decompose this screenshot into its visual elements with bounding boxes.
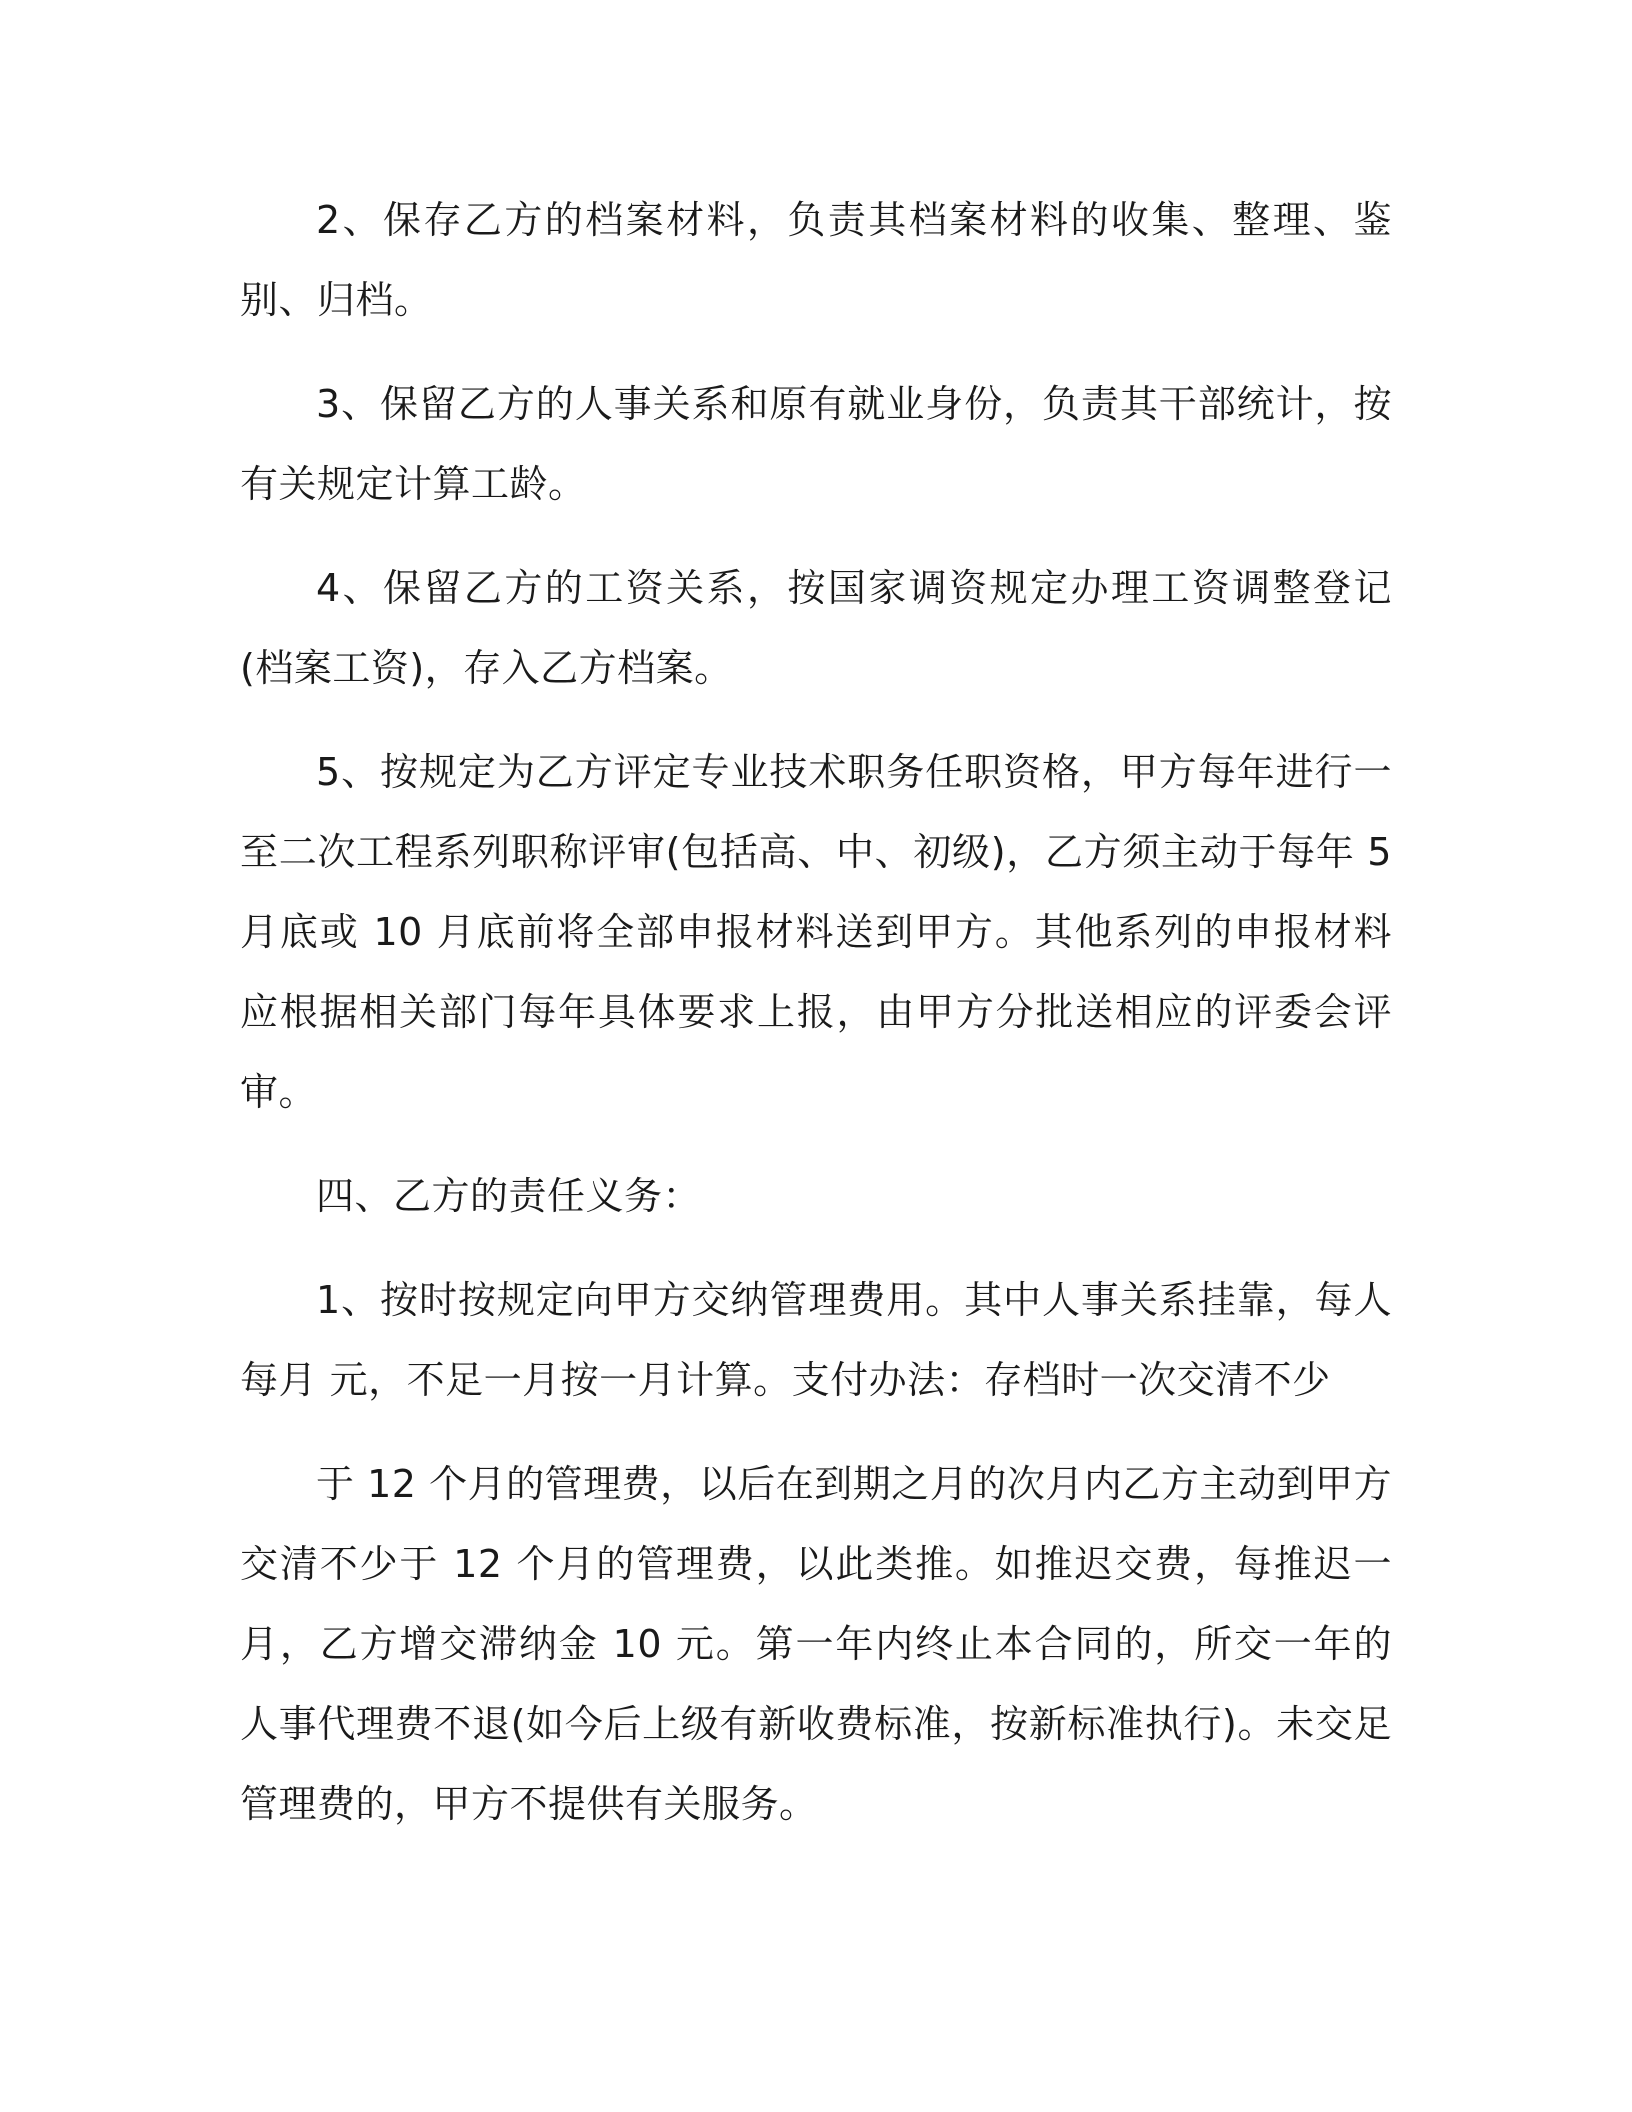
document-body: [240, 180, 1392, 1868]
paragraph-archive-materials: 2、保存乙方的档案材料，负责其档案材料的收集、整理、鉴别、归档。: [240, 198, 1392, 322]
paragraph-fee-continuation: 于 12 个月的管理费，以后在到期之月的次月内乙方主动到甲方交清不少于 12 个月的管理费，以此类推。如推迟交费，每推迟一月，乙方增交滞纳金 10 元。第一年内终止本合同的，所交一年的人事代理费不退(如今后上级有新收费标准，按新标准执行)。未交足管理费的，甲方不提供有关服务。: [240, 1462, 1392, 1826]
paragraph-salary-relations: 4、保留乙方的工资关系，按国家调资规定办理工资调整登记(档案工资)，存入乙方档案。: [240, 566, 1392, 690]
paragraph-management-fee: 1、按时按规定向甲方交纳管理费用。其中人事关系挂靠，每人每月 元，不足一月按一月计算。支付办法：存档时一次交清不少: [240, 1278, 1392, 1402]
paragraph-personnel-relations: 3、保留乙方的人事关系和原有就业身份，负责其干部统计，按有关规定计算工龄。: [240, 382, 1392, 506]
section-heading-party-b-duties: 四、乙方的责任义务：: [316, 1174, 702, 1218]
paragraph-title-evaluation: 5、按规定为乙方评定专业技术职务任职资格，甲方每年进行一至二次工程系列职称评审(包括高、中、初级)，乙方须主动于每年 5 月底或 10 月底前将全部申报材料送到甲方。其他系列的申报材料应根据相关部门每年具体要求上报，由甲方分批送相应的评委会评审。: [240, 750, 1392, 1114]
